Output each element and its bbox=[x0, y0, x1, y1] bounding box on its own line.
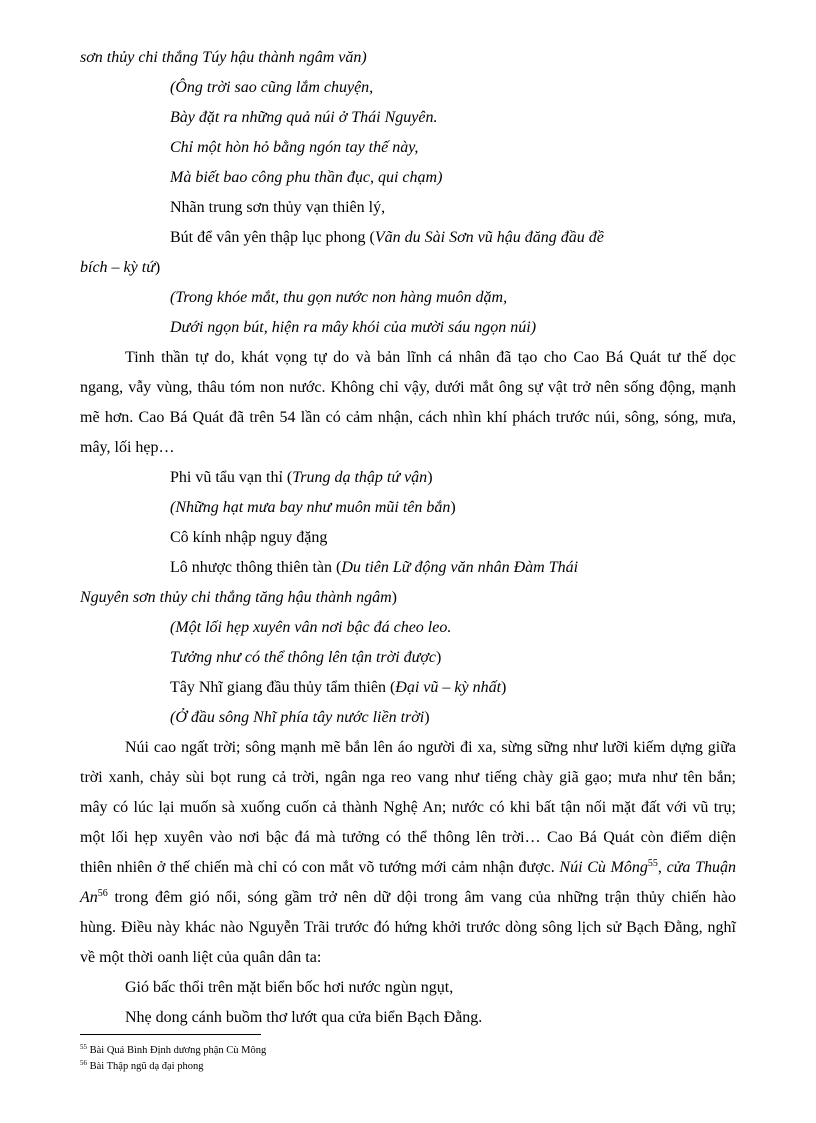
text-line: sơn thủy chi thắng Túy hậu thành ngâm văn) bbox=[80, 49, 367, 66]
verse-line: Nhãn trung sơn thủy vạn thiên lý, bbox=[170, 199, 386, 216]
verse-text: Tây Nhĩ giang đầu thủy tẩm thiên ( bbox=[170, 679, 396, 696]
text-fragment: ) bbox=[427, 469, 433, 486]
verse-line: Bày đặt ra những quả núi ở Thái Nguyên. bbox=[170, 109, 438, 126]
poem-source: Nguyên sơn thủy chi thắng tăng hậu thành ngâm bbox=[80, 589, 392, 606]
paragraph-line bbox=[80, 888, 736, 908]
text-line bbox=[80, 588, 397, 608]
text-fragment: ) bbox=[436, 649, 442, 666]
place-name: Núi Cù Mông bbox=[559, 859, 648, 876]
poem-source: bích – kỳ tứ bbox=[80, 259, 155, 276]
footnote-divider bbox=[80, 1034, 261, 1035]
footnote-text: Bài Thập ngũ dạ đại phong bbox=[87, 1061, 204, 1072]
text-fragment: ) bbox=[154, 259, 161, 276]
footnote-number: 56 bbox=[80, 1059, 87, 1067]
paragraph-line: ngang, vẫy vùng, thâu tóm non nước. Không chỉ vậy, dưới mắt ông sự vật trở nên sống động, mạnh bbox=[80, 379, 736, 396]
poem-source: Du tiên Lữ động văn nhân Đàm Thái bbox=[341, 559, 579, 576]
verse-line bbox=[170, 678, 506, 698]
poem-source: Đại vũ – kỳ nhất bbox=[395, 679, 502, 696]
footnote-number: 55 bbox=[80, 1043, 87, 1051]
text-fragment: ) bbox=[501, 679, 507, 696]
footnote-text: Bài Quá Bình Định dương phận Cù Mông bbox=[87, 1045, 267, 1056]
footnote-ref[interactable]: 56 bbox=[97, 888, 108, 899]
verse-line: Chỉ một hòn hỏ bằng ngón tay thế này, bbox=[170, 139, 419, 156]
verse-translation: (Những hạt mưa bay như muôn mũi tên bắn bbox=[170, 499, 451, 516]
verse-line: (Trong khóe mắt, thu gọn nước non hàng muôn dặm, bbox=[170, 289, 508, 306]
footnote-ref[interactable]: 55 bbox=[647, 858, 658, 869]
paragraph-line: Tinh thần tự do, khát vọng tự do và bản lĩnh cá nhân đã tạo cho Cao Bá Quát tư thế dọc bbox=[125, 349, 736, 366]
poem-source: Trung dạ thập tứ vận bbox=[292, 469, 428, 486]
paragraph-line: mây, lối hẹp… bbox=[80, 439, 175, 456]
paragraph-line: về một thời oanh liệt của quân dân ta: bbox=[80, 949, 322, 966]
verse-text: Phi vũ tẩu vạn thỉ ( bbox=[170, 469, 293, 486]
paragraph-line bbox=[80, 858, 736, 878]
verse-line: Mà biết bao công phu thần đục, qui chạm) bbox=[170, 169, 443, 186]
verse-line: (Ông trời sao cũng lắm chuyện, bbox=[170, 79, 374, 96]
verse-line bbox=[170, 648, 441, 668]
poem-source: Vãn du Sài Sơn vũ hậu đăng đầu đề bbox=[374, 229, 604, 246]
text-fragment: trong đêm gió nổi, sóng gầm trở nên dữ dội trong âm vang của những trận thủy chiến hào bbox=[107, 889, 736, 906]
text-fragment: , bbox=[657, 859, 667, 876]
paragraph-line: Núi cao ngất trời; sông mạnh mẽ bắn lên áo người đi xa, sừng sững như lưỡi kiếm dựng giữa bbox=[125, 739, 736, 756]
verse-line bbox=[170, 498, 456, 518]
verse-text: Bút để vân yên thập lục phong ( bbox=[170, 229, 375, 246]
paragraph-line: hùng. Điều này khác nào Nguyễn Trãi trước đó hứng khởi trước dòng sông lịch sử Bạch Đằng, nghĩ bbox=[80, 919, 736, 936]
paragraph-line: một lối hẹp xuyên vào nơi bậc đá mà tưởng có thể thông lên trời… Cao Bá Quát còn điểm diện bbox=[80, 829, 736, 846]
footnote bbox=[80, 1044, 266, 1057]
verse-text: Lô nhược thông thiên tàn ( bbox=[170, 559, 342, 576]
verse-line: (Một lối hẹp xuyên vân nơi bậc đá cheo leo. bbox=[170, 619, 452, 636]
verse-line: Nhẹ dong cánh buồm thơ lướt qua cửa biển Bạch Đằng. bbox=[125, 1009, 483, 1026]
place-name: cửa Thuận bbox=[666, 859, 736, 876]
verse-translation: Tưởng như có thể thông lên tận trời được bbox=[170, 649, 436, 666]
text-fragment: ) bbox=[450, 499, 456, 516]
verse-line bbox=[170, 708, 430, 728]
text-line bbox=[80, 258, 160, 278]
place-name: An bbox=[80, 889, 98, 906]
paragraph-line: mây có lúc lại muốn sà xuống cuốn cả thành Nghệ An; nước có khi bất tận nối mặt đất với vũ trụ; bbox=[80, 799, 736, 816]
text-fragment: thiên nhiên ở thế chiến mà chỉ có con mắt võ tướng mới cảm nhận được. bbox=[80, 859, 560, 876]
footnote bbox=[80, 1060, 203, 1073]
verse-line: Gió bấc thổi trên mặt biển bốc hơi nước ngùn ngụt, bbox=[125, 979, 454, 996]
text-fragment: ) bbox=[424, 709, 430, 726]
verse-line bbox=[170, 468, 433, 488]
verse-translation: (Ở đầu sông Nhĩ phía tây nước liền trời bbox=[170, 709, 425, 726]
paragraph-line: mẽ hơn. Cao Bá Quát đã trên 54 lần có cảm nhận, cách nhìn khí phách trước núi, sông, sóng, mưa, bbox=[80, 409, 736, 426]
paragraph-line: trời xanh, chảy sùi bọt rung cả trời, ngân nga reo vang như tiếng chày giã gạo; mưa như tên bắn; bbox=[80, 769, 736, 786]
verse-line bbox=[170, 558, 578, 578]
text-fragment: ) bbox=[391, 589, 397, 606]
verse-line bbox=[170, 228, 604, 248]
verse-line: Dưới ngọn bút, hiện ra mây khói của mười sáu ngọn núi) bbox=[170, 319, 537, 336]
verse-line: Cô kính nhập nguy đặng bbox=[170, 529, 328, 546]
